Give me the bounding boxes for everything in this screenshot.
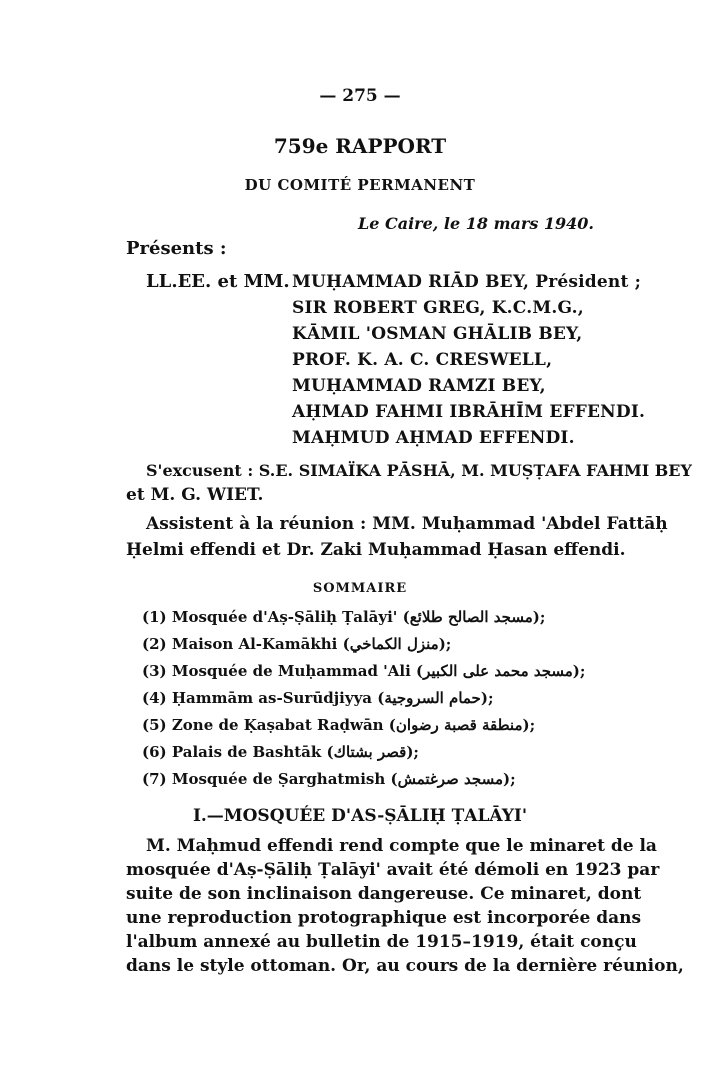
report-title: 759e RAPPORT <box>273 134 447 158</box>
page-number: — 275 — <box>319 86 401 106</box>
sommaire-item: (3) Mosquée de Muḥammad 'Ali (مسجد محمد على الكبير); <box>142 662 586 680</box>
meeting-date: Le Caire, le 18 mars 1940. <box>358 214 594 233</box>
assistent-line: Ḥelmi effendi et Dr. Zaki Muḥammad Ḥasan effendi. <box>126 540 626 560</box>
sommaire-item: (7) Mosquée de Ṣarghatmish (مسجد صرغتمش); <box>142 770 516 788</box>
member-name: KĀMIL 'OSMAN GHĀLIB BEY, <box>292 324 583 344</box>
sommaire-title: SOMMAIRE <box>312 581 408 596</box>
body-line: M. Maḥmud effendi rend compte que le minaret de la <box>146 836 657 856</box>
sommaire-item: (6) Palais de Bashtāk (قصر بشتاك); <box>142 743 419 761</box>
member-name: AḤMAD FAHMI IBRĀHĪM EFFENDI. <box>292 402 646 422</box>
member-name: PROF. K. A. C. CRESWELL, <box>292 350 553 370</box>
excuses-line: et M. G. WIET. <box>126 485 264 505</box>
assistent-line: Assistent à la réunion : MM. Muḥammad 'Abdel Fattāḥ <box>146 514 668 534</box>
body-line: une reproduction protographique est incorporée dans <box>126 908 642 928</box>
body-line: suite de son inclinaison dangereuse. Ce minaret, dont <box>126 884 642 904</box>
member-name: MUḤAMMAD RIĀD BEY, Président ; <box>292 272 642 292</box>
member-name: MAḤMUD AḤMAD EFFENDI. <box>292 428 575 448</box>
body-line: mosquée d'Aṣ-Ṣāliḥ Ṭalāyi' avait été démoli en 1923 par <box>126 860 660 880</box>
sommaire-item: (5) Zone de Ḳaṣabat Raḍwān (منطقة قصبة رضوان); <box>142 716 536 734</box>
member-name: SIR ROBERT GREG, K.C.M.G., <box>292 298 584 318</box>
report-subtitle: DU COMITÉ PERMANENT <box>244 176 476 194</box>
body-line: l'album annexé au bulletin de 1915–1919, était conçu <box>126 932 637 952</box>
excuses-line: S'excusent : S.E. SIMAÏKA PĀSHĀ, M. MUṢṬAFA FAHMI BEY <box>146 461 692 480</box>
presents-label: Présents : <box>126 238 227 259</box>
body-line: dans le style ottoman. Or, au cours de la dernière réunion, <box>126 956 684 976</box>
members-prefix: LL.EE. et MM. <box>146 271 290 292</box>
sommaire-item: (1) Mosquée d'Aṣ-Ṣāliḥ Ṭalāyi' (مسجد الصالح طلائع); <box>142 608 546 626</box>
sommaire-item: (4) Ḥammām as-Surūdjiyya (حمام السروجية); <box>142 689 494 707</box>
section-heading: I.—MOSQUÉE D'AS-ṢĀLIḤ ṬALĀYI' <box>192 806 528 826</box>
sommaire-item: (2) Maison Al-Kamākhi (منزل الكماخي); <box>142 635 452 653</box>
member-name: MUḤAMMAD RAMZI BEY, <box>292 376 546 396</box>
